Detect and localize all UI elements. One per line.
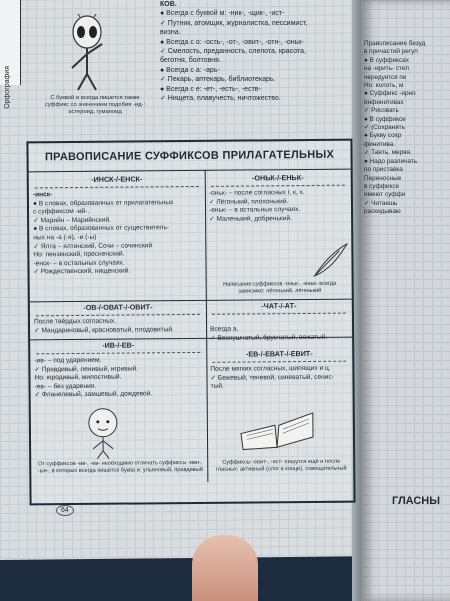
right-page-heading: ГЛАСНЫ (392, 495, 441, 507)
rule-line: ● Всегда с а: -арь- (160, 66, 220, 74)
onk-note: Написание суффиксов -оньк-, -еньк- всегда зависимо: лёгонький, лёгенький (223, 280, 337, 295)
divider (212, 313, 346, 315)
right-line: Переносные (364, 174, 402, 182)
rule-line: ● Всегда с е: -ет-, -есть-, -еств- (160, 85, 261, 93)
cell-ov (34, 317, 204, 336)
right-line: ✓ (Сохранять (364, 124, 405, 132)
cell-line: ных на -а (-я), -и (-ы) (33, 233, 97, 242)
cell-line: тый. (210, 382, 224, 391)
cell-line: -ив- – под ударением. (34, 356, 102, 365)
rule-line: ● Всегда с о: -ость-, -от-, -овит-, -отн-, -оньк- (160, 38, 304, 46)
rules-list (160, 0, 350, 103)
cell-onk (209, 189, 349, 225)
cell-line: -ев- – без ударения. (34, 382, 97, 391)
right-line: финитива. (364, 140, 396, 148)
header-insk: -ИНСК-/-ЕНСК- (91, 174, 143, 184)
cell-chat (210, 325, 350, 343)
divider (36, 352, 200, 354)
divider (36, 314, 200, 316)
cell-line: ✓ Ялта – ялтинский, Сочи – сочинский (33, 241, 153, 250)
side-tab-label: Орфография (4, 66, 11, 109)
cell-ev (210, 365, 350, 392)
right-line: ✓ Рисовать (364, 107, 399, 115)
girl-illustration (81, 405, 125, 459)
header-onk: -ОНЬК-/-ЕНЬК- (251, 173, 304, 183)
right-line: ✓ Таять, меряя. (364, 149, 412, 157)
side-tab (0, 0, 21, 109)
header-chat: -ЧАТ-/-АТ- (261, 301, 297, 311)
cell-line: -енск- – в остальных случаях. (33, 259, 125, 268)
open-book-illustration (237, 403, 317, 452)
table-title: ПРАВОПИСАНИЕ СУФФИКСОВ ПРИЛАГАТЕЛЬНЫХ (44, 148, 335, 164)
right-line: инфинитивах (364, 98, 404, 106)
right-line: ● В суффиксах (364, 56, 409, 64)
cell-line: -оньк- – после согласных г, к, х. (208, 189, 305, 197)
cell-line: Но: юродивый, милостивый. (34, 373, 122, 382)
cell-iv (34, 356, 204, 400)
feather-icon (309, 241, 349, 281)
right-line: ● Суффикс -ирно (364, 90, 416, 98)
cell-line: ✓ Фланелевый, замшевый, дождевой. (34, 390, 153, 399)
cell-line: ✓ Правдивый, ленивый, игривый. (34, 365, 139, 373)
right-line: в причастий регул (364, 48, 418, 56)
cell-line: Всегда а. (210, 325, 239, 333)
right-line: ● В суффиксе (364, 115, 406, 123)
right-line: Правописание безуд (364, 40, 426, 47)
ev-note: Суффиксы -евит-, -ист- пишутся ещё и после гласных: активный (слог в конце), совещательный (215, 458, 347, 473)
cell-line: ✓ Марийн – Марийнский. (33, 216, 112, 225)
right-line: чередуется пе (364, 73, 407, 81)
rule-line: ✓ Пекарь, аптекарь, библиотекарь. (160, 76, 276, 84)
rule-line: КОВ. (160, 1, 177, 8)
rule-line: ✓ Смелость, преданность, слепота, красота, (160, 48, 306, 56)
alien-illustration (52, 14, 122, 92)
rule-line: ✓ Путник, атомщик, журналистка, пессимист, (160, 19, 308, 27)
divider (29, 169, 351, 173)
right-line: на -ирить- степ (364, 65, 409, 73)
right-page-text (364, 40, 450, 217)
right-line: по приставка (364, 166, 403, 174)
hand-thumb (192, 535, 258, 601)
cell-line: После твёрдых согласных. (33, 317, 117, 326)
cell-line: с суффиксом -ий-. (33, 208, 90, 216)
cell-insk (33, 190, 204, 277)
rule-line: беготня, болтовня. (160, 57, 221, 65)
rule-line: визна. (160, 29, 181, 37)
header-iv: -ИВ-/-ЕВ- (102, 340, 135, 350)
right-line: ● Букву сохр (364, 132, 402, 140)
cell-line: ● В словах, образованных от существитель- (33, 224, 170, 233)
cell-line: ✓ Лёгонький, плохонький. (208, 197, 289, 206)
header-ov: -ОВ-/-ОВАТ-/-ОВИТ- (83, 302, 153, 312)
right-line: в суффиксе (364, 182, 400, 190)
cell-line: ✓ Бежевый, теневой, синеватый, сенис- (210, 373, 334, 382)
divider (211, 185, 345, 187)
header-ev: -ЕВ-/-ЕВАТ-/-ЕВИТ- (245, 348, 313, 359)
cell-line: ✓ Рождественский, нищенский. (33, 267, 131, 276)
divider (212, 361, 346, 363)
divider (35, 186, 199, 188)
right-line: ● Надо различать (364, 157, 418, 165)
iv-note: От суффиксов -ив-, -ев- необходимо отличать суффиксы -ивн-, -ын-, в которых всегда пишется буква и: ульяновый, правдивый (37, 459, 203, 475)
alien-caption: С буквой и всегда пишется также суффикс со значением подобия -ид-: астероид, гуманоид (44, 95, 146, 115)
rule-line: ✓ Нищета, плавучесть, ничтожество. (160, 95, 281, 103)
cell-line: -инск- (32, 191, 53, 199)
right-line: ✓ Читаешь (364, 199, 398, 207)
cell-line: Но: пензенский, пресненский. (33, 250, 125, 259)
cell-line: ✓ Маленький, добренький. (209, 214, 293, 223)
cell-line: -еньк- – в остальных случаях. (208, 206, 301, 215)
cell-line: После мягких согласных, шипящих и ц. (210, 364, 331, 373)
right-line: Но: колоть, м (364, 82, 404, 90)
page-number: 64 (56, 505, 74, 516)
suffix-table (26, 139, 355, 506)
rule-line: ● Всегда с буквой м: -ник-, -щик-, -ист- (160, 10, 285, 18)
divider (205, 170, 209, 482)
right-line: раскидываю (364, 208, 401, 216)
right-line: имеют суффи (364, 191, 406, 199)
cell-line: ● В словах, образованных от прилагательных (32, 198, 174, 207)
cell-line: ✓ Мандариновый, красноватый, плодовитый. (34, 325, 174, 334)
